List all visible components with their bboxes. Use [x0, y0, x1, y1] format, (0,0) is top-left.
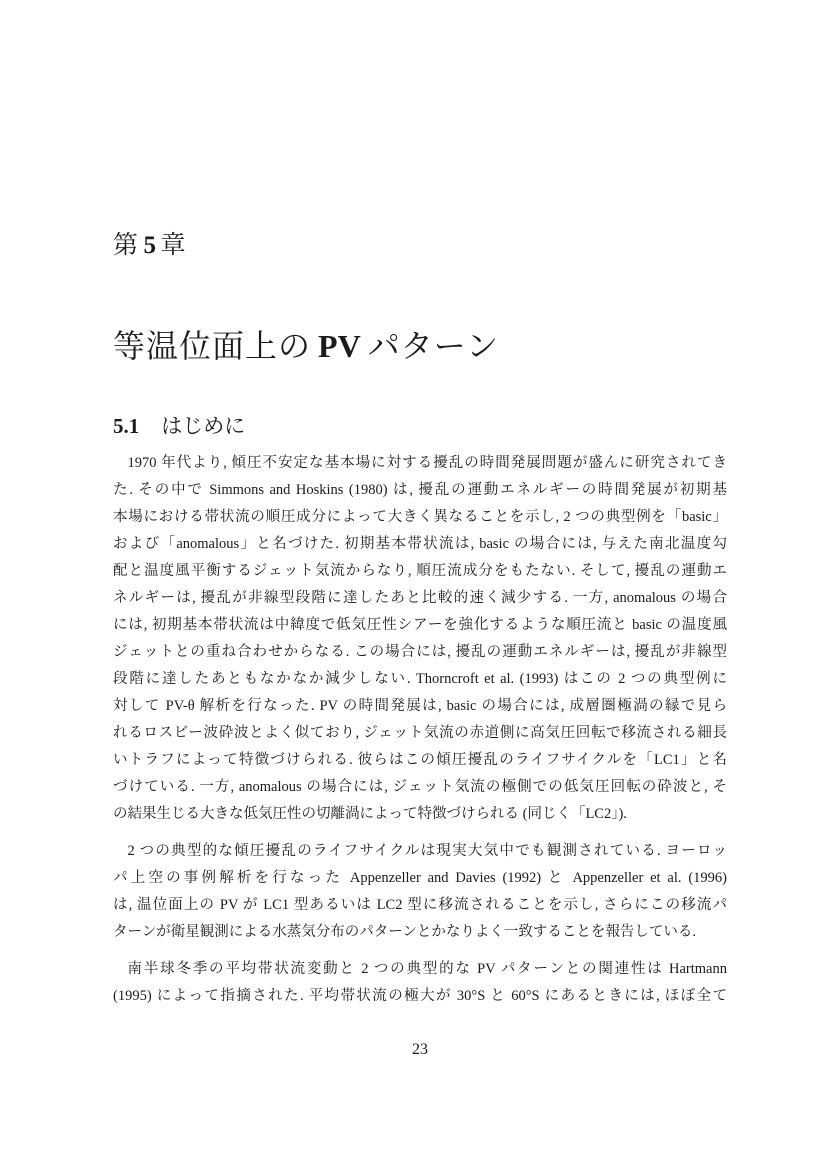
paragraph-3	[113, 956, 727, 1010]
text-line: 配と温度風平衡するジェット気流からなり, 順圧流成分をもたない. そして, 擾乱の運動エ	[113, 563, 727, 579]
paragraph-2	[113, 838, 727, 946]
text-column	[113, 0, 727, 1060]
chapter-title-emphasis: PV	[318, 328, 361, 364]
text-line: 本場における帯状流の順圧成分によって大きく異なることを示し, 2 つの典型例を「basic」	[113, 509, 727, 525]
chapter-title	[113, 326, 727, 366]
text-line: 1970 年代より, 傾圧不安定な基本場に対する擾乱の時間発展問題が盛んに研究されてき	[127, 455, 727, 471]
chapter-suffix: 章	[160, 231, 187, 259]
text-line: た. その中で Simmons and Hoskins (1980) は, 擾乱の運動エネルギーの時間発展が初期基	[113, 482, 727, 498]
chapter-label	[113, 229, 727, 262]
page-number: 23	[412, 1041, 428, 1058]
text-line: は, 温位面上の PV が LC1 型あるいは LC2 型に移流されることを示し, さらにこの移流パ	[113, 897, 727, 913]
text-line: の結果生じる大きな低気圧性の切離渦によって特徴づけられる (同じく「LC2」).	[113, 806, 627, 822]
section-title: はじめに	[161, 415, 246, 438]
chapter-number: 5	[143, 232, 157, 259]
text-line: いトラフによって特徴づけられる. 彼らはこの傾圧擾乱のライフサイクルを「LC1」と名	[113, 752, 727, 768]
chapter-title-post: パターン	[367, 328, 500, 364]
text-line: ターンが衛星観測による水蒸気分布のパターンとかなりよく一致することを報告している.	[113, 924, 697, 940]
section-number: 5.1	[113, 414, 140, 438]
chapter-title-pre: 等温位面上の	[113, 328, 312, 364]
chapter-prefix: 第	[113, 231, 140, 259]
text-line: づけている. 一方, anomalous の場合には, ジェット気流の極側での低気圧回転の砕波と, そ	[113, 779, 727, 795]
text-line: ジェットとの重ね合わせからなる. この場合には, 擾乱の運動エネルギーは, 擾乱が非線型	[113, 644, 727, 660]
text-line: (1995) によって指摘された. 平均帯状流の極大が 30°S と 60°S にあるときには, ほぼ全て	[113, 988, 727, 1004]
text-line: れるロスビー波砕波とよく似ており, ジェット気流の赤道側に高気圧回転で移流される細長	[113, 725, 727, 741]
text-line: 対して PV-θ 解析を行なった. PV の時間発展は, basic の場合には, 成層圏極渦の縁で見ら	[113, 698, 727, 714]
text-line: 段階に達したあともなかなか減少しない. Thorncroft et al. (1993) はこの 2 つの典型例に	[113, 671, 727, 687]
paragraph-1	[113, 450, 727, 828]
text-line: ネルギーは, 擾乱が非線型段階に達したあと比較的速く減少する. 一方, anomalous の場合	[113, 590, 727, 606]
section-heading	[113, 413, 727, 440]
text-line: 南半球冬季の平均帯状流変動と 2 つの典型的な PV パターンとの関連性は Hartmann	[127, 961, 727, 977]
text-line: および「anomalous」と名づけた. 初期基本帯状流は, basic の場合には, 与えた南北温度勾	[113, 536, 727, 552]
text-line: 2 つの典型的な傾圧擾乱のライフサイクルは現実大気中でも観測されている. ヨーロッ	[127, 843, 727, 859]
text-line: パ上空の事例解析を行なった Appenzeller and Davies (1992) と Appenzeller et al. (1996)	[113, 870, 727, 886]
text-line: には, 初期基本帯状流は中緯度で低気圧性シアーを強化するような順圧流と basic の温度風	[113, 617, 727, 633]
